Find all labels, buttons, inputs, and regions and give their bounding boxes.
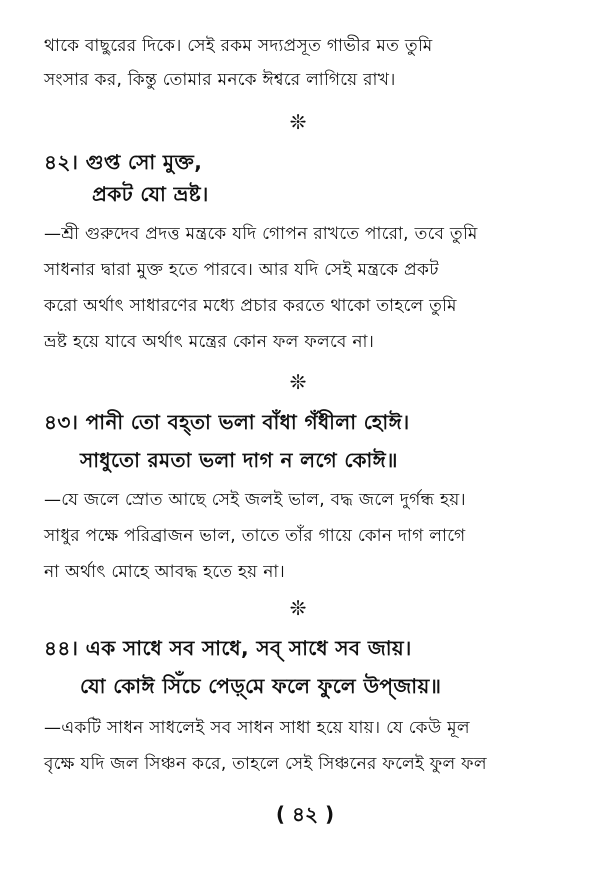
verse-44-line-1: ৪৪। এক সাধে সব সাধে, সব্‌ সাধে সব জায়। <box>44 636 412 660</box>
explanation-42-line-4: ভ্রষ্ট হয়ে যাবে অর্থাৎ মন্ত্রের কোন ফল ফলবে না। <box>44 332 375 352</box>
explanation-42-line-3: করো অর্থাৎ সাধারণের মধ্যে প্রচার করতে থাকো তাহলে তুমি <box>44 296 457 316</box>
explanation-42-line-1: —শ্রী গুরুদেব প্রদত্ত মন্ত্রকে যদি গোপন রাখতে পারো, তবে তুমি <box>44 224 478 244</box>
intro-line-1: থাকে বাছুরের দিকে। সেই রকম সদ্যপ্রসূত গাভীর মত তুমি <box>44 36 433 56</box>
intro-line-2: সংসার কর, কিন্তু তোমার মনকে ঈশ্বরে লাগিয়ে রাখ। <box>44 70 396 90</box>
verse-43-line-2: সাধুতো রমতা ভলা দাগ ন লগে কোঈ॥ <box>80 448 398 472</box>
verse-44-line-2: যো কোঈ সিঁচে পেড়্‌মে ফলে ফুলে উপ্‌জায়॥ <box>80 674 442 698</box>
page-number: ( ৪২ ) <box>275 802 335 826</box>
section-divider-2: ❊ <box>289 370 307 394</box>
explanation-43-line-2: সাধুর পক্ষে পরিব্রাজন ভাল, তাতে তাঁর গায়ে কোন দাগ লাগে <box>44 526 466 546</box>
explanation-43-line-3: না অর্থাৎ মোহে আবদ্ধ হতে হয় না। <box>44 562 285 582</box>
explanation-43-line-1: —যে জলে স্রোত আছে সেই জলই ভাল, বদ্ধ জলে দুর্গন্ধ হয়। <box>44 490 466 510</box>
verse-42-line-1: ৪২। গুপ্ত সো মুক্ত, <box>44 150 203 174</box>
explanation-44-line-2: বৃক্ষে যদি জল সিঞ্চন করে, তাহলে সেই সিঞ্চনের ফলেই ফুল ফল <box>44 754 487 774</box>
section-divider-1: ❊ <box>289 110 307 134</box>
verse-42-line-2: প্রকট যো ভ্রষ্ট। <box>92 182 209 206</box>
explanation-44-line-1: —একটি সাধন সাধলেই সব সাধন সাধা হয়ে যায়। যে কেউ মূল <box>44 718 470 738</box>
section-divider-3: ❊ <box>289 596 307 620</box>
explanation-42-line-2: সাধনার দ্বারা মুক্ত হতে পারবে। আর যদি সেই মন্ত্রকে প্রকট <box>44 260 439 280</box>
verse-43-line-1: ৪৩। পানী তো বহ্‌তা ভলা বাঁধা গঁধীলা হোঈ। <box>44 410 410 434</box>
